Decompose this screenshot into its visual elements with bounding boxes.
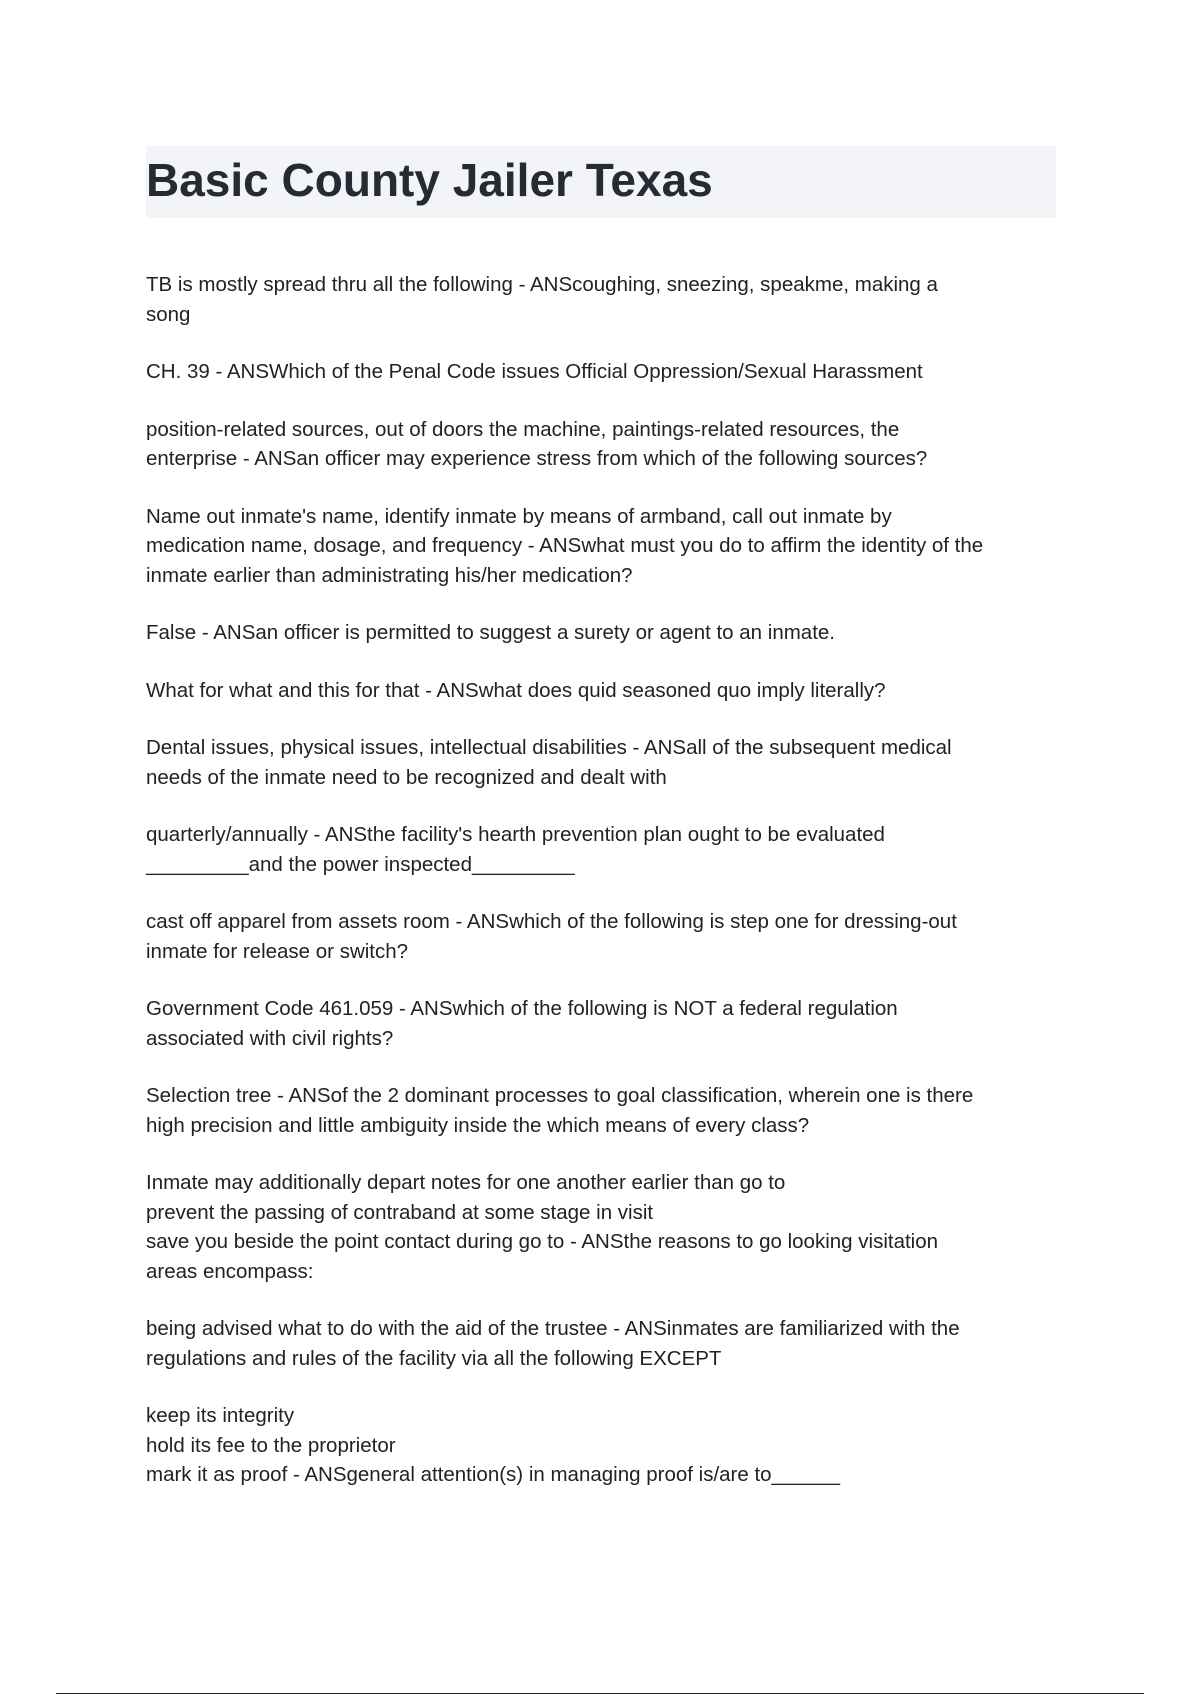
qa-entry-line: enterprise - ANSan officer may experience stress from which of the following sources? [146, 447, 928, 470]
qa-entry [146, 1401, 1066, 1490]
qa-entry-line: inmate earlier than administrating his/her medication? [146, 563, 633, 587]
qa-entry [146, 502, 1066, 591]
qa-entry-line: Selection tree - ANSof the 2 dominant processes to goal classification, wherein one is there [146, 1084, 974, 1107]
qa-entry-line: What for what and this for that - ANSwhat does quid seasoned quo imply literally? [146, 678, 886, 702]
document-title: Basic County Jailer Texas [146, 154, 713, 206]
qa-entry-line: song [146, 302, 191, 326]
qa-entry-line: hold its fee to the proprietor [146, 1433, 396, 1457]
footer-divider [56, 1693, 1144, 1694]
qa-entry-line: needs of the inmate need to be recognized and dealt with [146, 765, 667, 789]
qa-entry-line: Government Code 461.059 - ANSwhich of the following is NOT a federal regulation [146, 997, 898, 1020]
qa-entry [146, 357, 1066, 387]
qa-entry-line: save you beside the point contact during go to - ANSthe reasons to go looking visitation [146, 1230, 939, 1253]
qa-entry-line: CH. 39 - ANSWhich of the Penal Code issues Official Oppression/Sexual Harassment [146, 360, 923, 383]
qa-entry [146, 1081, 1066, 1140]
qa-entry-line: areas encompass: [146, 1259, 314, 1283]
qa-entry-line: prevent the passing of contraband at some stage in visit [146, 1200, 654, 1224]
qa-entry [146, 618, 1066, 648]
qa-entry-line: associated with civil rights? [146, 1026, 394, 1050]
qa-entry-line: TB is mostly spread thru all the following - ANScoughing, sneezing, speakme, making a [146, 273, 938, 296]
qa-entry-line: quarterly/annually - ANSthe facility's hearth prevention plan ought to be evaluated [146, 823, 885, 846]
qa-entry [146, 733, 1066, 792]
qa-entry-line: Name out inmate's name, identify inmate by means of armband, call out inmate by [146, 504, 892, 528]
qa-entry-line: Dental issues, physical issues, intellectual disabilities - ANSall of the subsequent medical [146, 736, 952, 759]
qa-entry-line: position-related sources, out of doors the machine, paintings-related resources, the [146, 417, 900, 441]
qa-entry [146, 820, 1066, 879]
qa-entry [146, 1314, 1066, 1373]
qa-entry [146, 994, 1066, 1053]
qa-entry-line: high precision and little ambiguity inside the which means of every class? [146, 1113, 810, 1137]
qa-entry-line: Inmate may additionally depart notes for one another earlier than go to [146, 1171, 786, 1194]
qa-entry-line: keep its integrity [146, 1404, 295, 1427]
qa-entry-line: regulations and rules of the facility via all the following EXCEPT [146, 1346, 722, 1370]
qa-entry-line: medication name, dosage, and frequency - ANSwhat must you do to affirm the identity of the [146, 534, 984, 557]
qa-entry-line: False - ANSan officer is permitted to suggest a surety or agent to an inmate. [146, 621, 836, 644]
qa-entry-line: cast off apparel from assets room - ANSwhich of the following is step one for dressing-out [146, 910, 957, 933]
qa-entry [146, 907, 1066, 966]
qa-entry [146, 270, 1066, 329]
qa-entry-line: mark it as proof - ANSgeneral attention(s) in managing proof is/are to______ [146, 1463, 840, 1486]
qa-entry [146, 415, 1066, 474]
qa-entry-line: being advised what to do with the aid of the trustee - ANSinmates are familiarized with the [146, 1317, 960, 1340]
title-banner [146, 146, 1056, 218]
entries-list [146, 270, 1066, 1518]
qa-entry-line: inmate for release or switch? [146, 939, 409, 963]
qa-entry-line: _________and the power inspected_________ [146, 852, 575, 876]
qa-entry [146, 676, 1066, 706]
qa-entry [146, 1168, 1066, 1286]
